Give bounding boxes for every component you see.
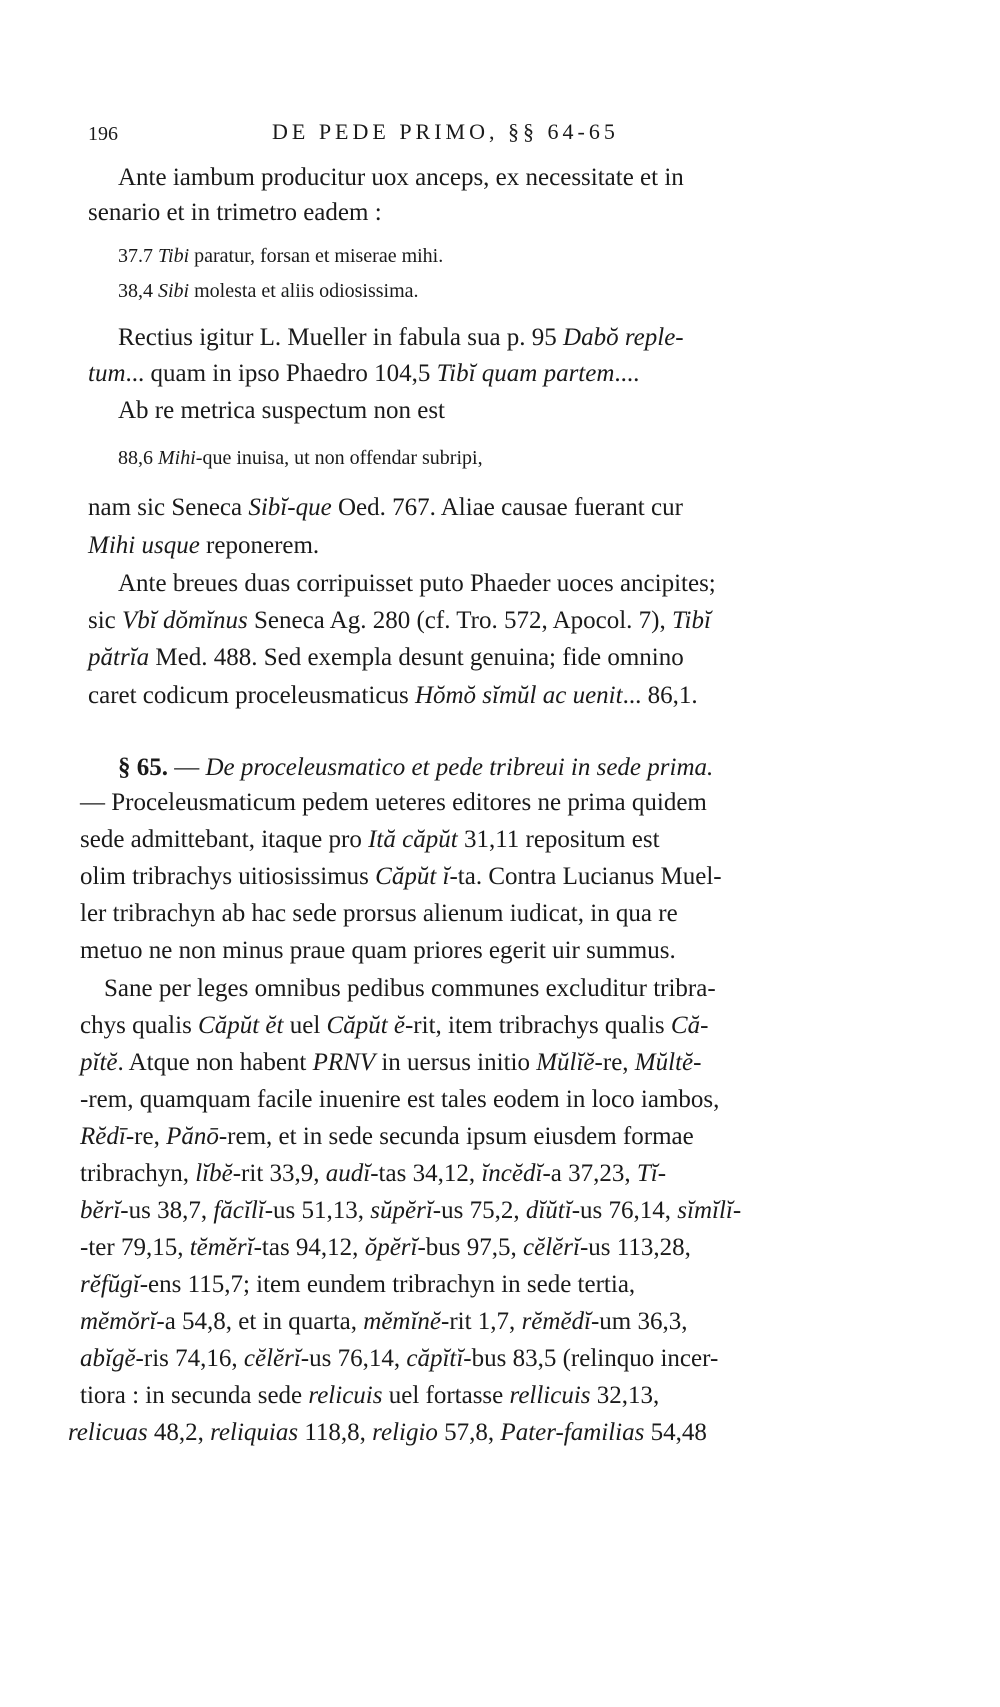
text-line xyxy=(80,1121,694,1153)
text-line xyxy=(80,1047,701,1079)
italic-segment: religio xyxy=(372,1419,438,1446)
text-segment: paratur, forsan et miserae mihi. xyxy=(189,245,444,267)
italic-segment: sĭmĭlĭ- xyxy=(677,1197,742,1224)
text-line xyxy=(80,1084,719,1116)
italic-segment: abĭgĕ xyxy=(80,1345,136,1372)
italic-segment: cĕlĕrĭ xyxy=(523,1234,580,1261)
text-segment: 118,8, xyxy=(298,1419,373,1446)
text-segment: -rit 33,9, xyxy=(232,1160,326,1187)
text-segment: -rit, item tribrachys qualis xyxy=(404,1012,671,1039)
italic-segment: sŭpĕrĭ xyxy=(370,1197,433,1224)
italic-segment: Tĭ- xyxy=(636,1160,667,1187)
italic-segment: ŏpĕrĭ xyxy=(364,1234,418,1261)
text-segment: uel fortasse xyxy=(382,1382,510,1409)
text-segment: -us 76,14, xyxy=(300,1345,407,1372)
text-line xyxy=(80,1010,708,1042)
text-segment: -ris 74,16, xyxy=(135,1345,244,1372)
text-segment: -us 113,28, xyxy=(579,1234,691,1261)
text-segment: 88,6 xyxy=(118,447,158,469)
text-segment: -ter 79,15, xyxy=(80,1234,190,1261)
italic-segment: Rĕdī xyxy=(80,1123,126,1150)
italic-segment: PRNV xyxy=(312,1049,376,1076)
text-segment: chys qualis xyxy=(80,1012,199,1039)
text-segment: 37.7 xyxy=(118,245,158,267)
text-segment: Sane per leges omnibus pedibus communes excluditur tribra- xyxy=(104,975,716,1002)
italic-segment: bĕrĭ xyxy=(80,1197,121,1224)
italic-segment: rellicuis xyxy=(509,1382,591,1409)
text-segment: -bus 97,5, xyxy=(417,1234,524,1261)
italic-segment: Ită căpŭt xyxy=(368,826,458,853)
text-segment: Seneca Ag. 280 (cf. Tro. 572, Apocol. 7), xyxy=(247,607,673,634)
text-segment: uel xyxy=(283,1012,327,1039)
text-segment: sic xyxy=(88,607,123,634)
text-line xyxy=(80,1195,741,1227)
text-line xyxy=(88,642,684,674)
italic-segment: tĕmĕrĭ xyxy=(189,1234,254,1261)
text-segment: — Proceleusmaticum pedem ueteres editores ne prima quidem xyxy=(80,789,707,816)
text-segment: molesta et aliis odiosissima. xyxy=(189,280,419,302)
text-segment: -tas 34,12, xyxy=(370,1160,482,1187)
text-segment: Rectius igitur L. Mueller in fabula sua p. 95 xyxy=(118,324,564,351)
text-segment: 48,2, xyxy=(147,1419,211,1446)
italic-segment: Dabŏ reple- xyxy=(563,324,684,351)
italic-segment: Hŏmŏ sĭmŭl ac uenit xyxy=(414,682,623,709)
text-segment: ... quam in ipso Phaedro 104,5 xyxy=(125,360,437,387)
text-segment: in uersus initio xyxy=(375,1049,537,1076)
italic-segment: căpĭtĭ xyxy=(406,1345,464,1372)
text-segment: 32,13, xyxy=(590,1382,660,1409)
text-line xyxy=(118,444,483,472)
text-line xyxy=(88,605,711,637)
italic-segment: Sibĭ-que xyxy=(248,494,332,521)
text-segment: -ens 115,7; item eundem tribrachyn in sede tertia, xyxy=(139,1271,636,1298)
text-line xyxy=(118,322,684,354)
text-segment: ... 86,1. xyxy=(622,682,698,709)
text-segment: Ab re metrica suspectum non est xyxy=(118,397,445,424)
text-segment: 54,48 xyxy=(644,1419,707,1446)
text-segment: -rem, quamquam facile inuenire est tales eodem in loco iambos, xyxy=(80,1086,720,1113)
text-segment: -us 38,7, xyxy=(120,1197,214,1224)
text-segment: -re, xyxy=(594,1049,635,1076)
italic-segment: dĭŭtĭ xyxy=(525,1197,572,1224)
text-line xyxy=(118,242,443,270)
italic-segment: Mihi xyxy=(158,447,196,469)
italic-segment: Vbĭ dŏmĭnus xyxy=(122,607,248,634)
italic-segment: pătrĭa xyxy=(88,644,150,671)
text-line xyxy=(88,492,683,524)
italic-segment: relicuas xyxy=(68,1419,148,1446)
text-segment: olim tribrachys uitiosissimus xyxy=(80,863,376,890)
text-segment: 31,11 repositum est xyxy=(457,826,660,853)
italic-segment: Pater-familias xyxy=(500,1419,645,1446)
italic-segment: relicuis xyxy=(308,1382,383,1409)
text-line xyxy=(80,1232,691,1264)
italic-segment: Că- xyxy=(670,1012,709,1039)
text-line xyxy=(118,395,445,427)
text-line xyxy=(80,898,678,930)
text-line xyxy=(80,1380,659,1412)
italic-segment: Căpŭt ĕt xyxy=(198,1012,284,1039)
italic-segment: audĭ xyxy=(325,1160,371,1187)
italic-segment: De proceleusmatico et pede tribreui in sede prima. xyxy=(205,754,714,781)
text-segment: 38,4 xyxy=(118,280,158,302)
text-line xyxy=(118,752,713,784)
text-segment: .... xyxy=(614,360,640,387)
text-segment: -um 36,3, xyxy=(590,1308,688,1335)
text-segment: metuo ne non minus praue quam priores egerit uir summus. xyxy=(80,937,676,964)
italic-segment: Pănō xyxy=(166,1123,219,1150)
text-segment: -re, xyxy=(125,1123,167,1150)
italic-segment: mĕmĭnĕ xyxy=(363,1308,442,1335)
text-line xyxy=(88,680,698,712)
italic-segment: tum xyxy=(88,360,126,387)
text-segment: nam sic Seneca xyxy=(88,494,249,521)
text-segment: caret codicum proceleusmaticus xyxy=(88,682,415,709)
italic-segment: Mŭltĕ- xyxy=(634,1049,702,1076)
italic-segment: rĕfŭgĭ xyxy=(80,1271,140,1298)
running-title: DE PEDE PRIMO, §§ 64-65 xyxy=(272,119,619,144)
text-segment: -a 37,23, xyxy=(542,1160,637,1187)
italic-segment: Tibĭ quam partem xyxy=(436,360,615,387)
italic-segment: Căpŭt ĭ xyxy=(375,863,450,890)
text-segment: -bus 83,5 (relinquo incer- xyxy=(463,1345,719,1372)
italic-segment: ĭncĕdĭ xyxy=(481,1160,543,1187)
text-segment: tiora : in secunda sede xyxy=(80,1382,309,1409)
text-segment: Ante iambum producitur uox anceps, ex necessitate et in xyxy=(118,164,684,191)
text-line xyxy=(80,824,660,856)
text-segment: -rem, et in sede secunda ipsum eiusdem formae xyxy=(218,1123,694,1150)
italic-segment: Mŭlĭĕ xyxy=(536,1049,595,1076)
text-segment: Oed. 767. Aliae causae fuerant cur xyxy=(331,494,683,521)
text-line xyxy=(88,197,382,229)
italic-segment: lĭbĕ xyxy=(195,1160,233,1187)
text-segment: reponerem. xyxy=(199,532,320,559)
text-segment: Med. 488. Sed exempla desunt genuina; fide omnino xyxy=(149,644,684,671)
italic-segment: mĕmŏrĭ xyxy=(80,1308,157,1335)
italic-segment: pĭtĕ xyxy=(80,1049,118,1076)
text-segment: -us 75,2, xyxy=(432,1197,526,1224)
text-segment: ler tribrachyn ab hac sede prorsus alienum iudicat, in qua re xyxy=(80,900,678,927)
text-line xyxy=(118,162,684,194)
text-line xyxy=(88,530,319,562)
italic-segment: Mihi usque xyxy=(88,532,200,559)
italic-segment: cĕlĕrĭ xyxy=(243,1345,301,1372)
text-segment: tribrachyn, xyxy=(80,1160,196,1187)
text-segment: -que inuisa, ut non offendar subripi, xyxy=(195,447,483,469)
text-line xyxy=(118,277,419,305)
text-segment: Ante breues duas corripuisset puto Phaeder uoces ancipites; xyxy=(118,570,716,597)
text-line xyxy=(80,1269,635,1301)
text-segment: -us 76,14, xyxy=(571,1197,678,1224)
text-line xyxy=(88,358,639,390)
section-number: § 65. xyxy=(118,754,168,781)
text-line xyxy=(80,861,722,893)
text-segment: sede admittebant, itaque pro xyxy=(80,826,369,853)
text-line xyxy=(80,1343,718,1375)
text-line xyxy=(80,1306,688,1338)
text-segment: -ta. Contra Lucianus Muel- xyxy=(449,863,722,890)
italic-segment: făcĭlĭ xyxy=(213,1197,265,1224)
text-line xyxy=(80,787,707,819)
text-segment: -us 51,13, xyxy=(264,1197,371,1224)
text-line xyxy=(118,568,716,600)
text-segment: — xyxy=(168,754,206,781)
text-line xyxy=(68,1417,707,1449)
text-segment: -rit 1,7, xyxy=(441,1308,522,1335)
text-segment: -tas 94,12, xyxy=(253,1234,365,1261)
text-line xyxy=(104,973,716,1005)
text-line xyxy=(80,935,676,967)
italic-segment: rĕmĕdĭ xyxy=(521,1308,591,1335)
italic-segment: Căpŭt ĕ xyxy=(326,1012,405,1039)
italic-segment: reliquias xyxy=(210,1419,299,1446)
text-line xyxy=(80,1158,666,1190)
text-segment: senario et in trimetro eadem : xyxy=(88,199,382,226)
italic-segment: Sibi xyxy=(158,280,190,302)
italic-segment: Tibi xyxy=(158,245,190,267)
italic-segment: Tibĭ xyxy=(672,607,711,634)
text-segment: 57,8, xyxy=(437,1419,501,1446)
page-number: 196 xyxy=(88,123,118,145)
text-segment: . Atque non habent xyxy=(117,1049,313,1076)
text-segment: -a 54,8, et in quarta, xyxy=(156,1308,364,1335)
